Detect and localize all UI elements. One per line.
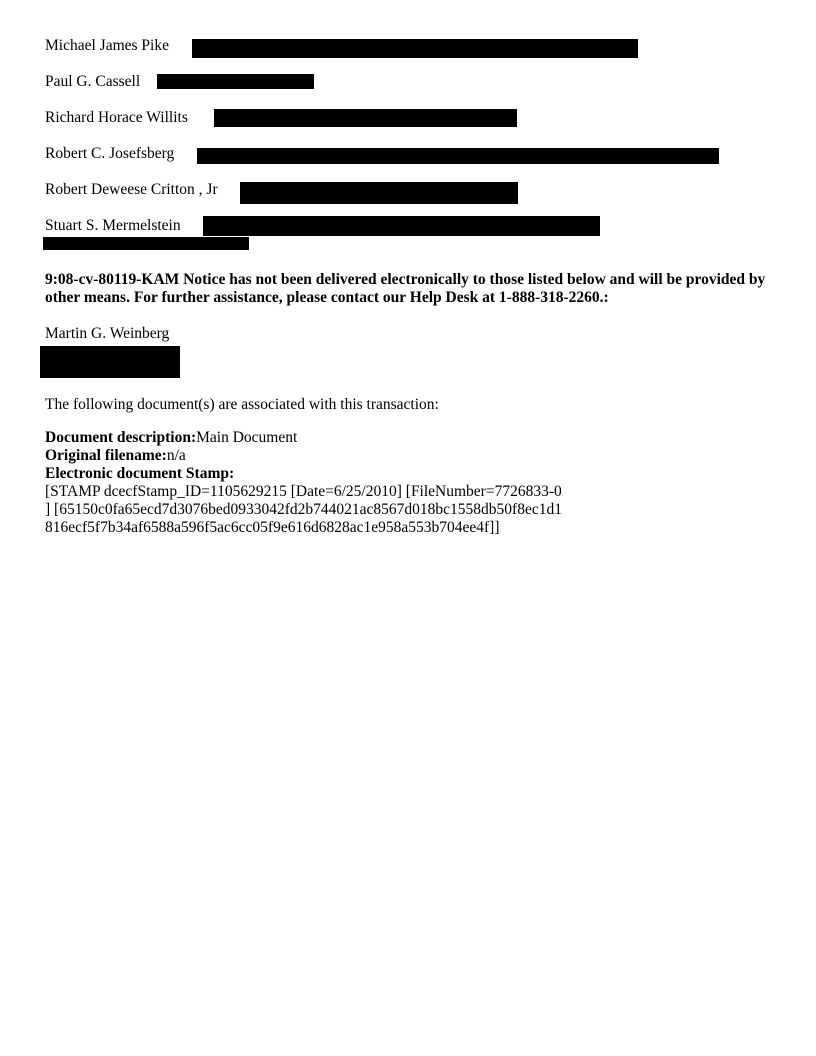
electronic-stamp-label: Electronic document Stamp: <box>45 465 235 482</box>
recipient-name: Martin G. Weinberg <box>45 325 170 342</box>
document-description-row <box>45 429 297 447</box>
redacted-email <box>197 148 719 164</box>
redacted-email <box>192 39 638 58</box>
original-filename-row <box>45 447 186 465</box>
stamp-line: 816ecf5f7b34af6588a596f5ac6cc05f9e616d6828ac1e958a553b704ee4f]] <box>45 519 500 536</box>
recipient-name: Robert C. Josefsberg <box>45 145 175 162</box>
redacted-email <box>214 109 517 127</box>
original-filename-label: Original filename: <box>45 447 167 464</box>
document-description-value: Main Document <box>196 429 298 446</box>
recipient-name: Richard Horace Willits <box>45 109 188 126</box>
association-text: The following document(s) are associated with this transaction: <box>45 396 439 413</box>
recipient-name: Michael James Pike <box>45 37 169 54</box>
stamp-line: [STAMP dcecfStamp_ID=1105629215 [Date=6/25/2010] [FileNumber=7726833-0 <box>45 483 562 500</box>
recipient-name: Paul G. Cassell <box>45 73 141 90</box>
redacted-address <box>40 346 180 378</box>
redacted-email <box>157 74 314 89</box>
redacted-email <box>240 182 518 204</box>
recipient-name: Robert Deweese Critton , Jr <box>45 181 218 198</box>
document-description-label: Document description: <box>45 429 197 446</box>
original-filename-value: n/a <box>166 447 186 464</box>
recipient-name: Stuart S. Mermelstein <box>45 217 181 234</box>
notice-heading: 9:08-cv-80119-KAM Notice has not been delivered electronically to those listed below and will be provided by other means. For further assistance, please contact our Help Desk at 1-888-318-2260.: <box>45 271 766 306</box>
redacted-email-continuation <box>43 237 249 250</box>
stamp-line: ] [65150c0fa65ecd7d3076bed0933042fd2b744021ac8567d018bc1558db50f8ec1d1 <box>45 501 562 518</box>
redacted-email <box>203 216 600 236</box>
